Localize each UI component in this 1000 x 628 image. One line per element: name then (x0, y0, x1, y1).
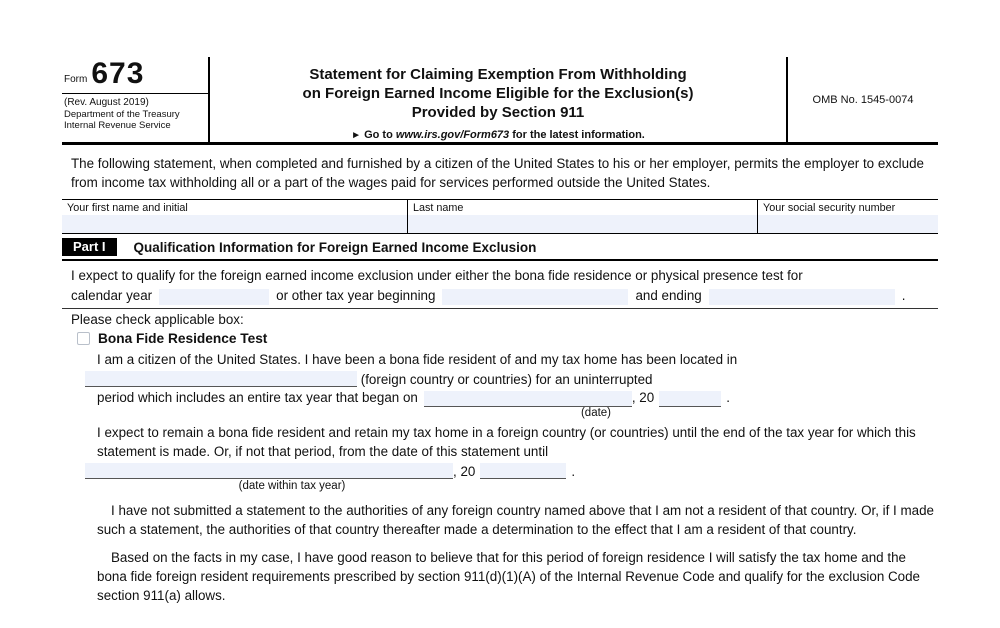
began-date-input[interactable] (424, 391, 632, 407)
first-name-input[interactable] (62, 215, 407, 233)
date-within-tax-year-caption: (date within tax year) (238, 480, 346, 492)
bona-fide-section (62, 350, 938, 605)
first-name-cell (62, 200, 407, 233)
comma-20-label: , 20 (453, 464, 476, 479)
date-caption: (date) (580, 407, 612, 419)
form-title-line-1: Statement for Claiming Exemption From Withholding (309, 66, 687, 83)
form-number-block (62, 57, 210, 142)
foreign-country-line (85, 371, 938, 387)
goto-suffix: for the latest information. (509, 129, 645, 141)
name-fields-row (62, 199, 938, 234)
revision-date: (Rev. August 2019) (64, 97, 149, 108)
no-statement-paragraph: I have not submitted a statement to the authorities of any foreign country named above that I am not a resident of that country. Or, if I made such a statement, the authorities of that country thereafter made a determination to the effect that I am a resident of that country. (97, 503, 934, 537)
remain-resident-statement: I expect to remain a bona fide resident and retain my tax home in a foreign country (or countries) until the end of the tax year for which this statement is made. Or, if not that period, from the date of this statement until (97, 425, 916, 459)
bona-fide-residence-heading: Bona Fide Residence Test (98, 331, 268, 346)
goto-prefix: Go to (361, 129, 396, 141)
last-name-input[interactable] (408, 215, 757, 233)
last-name-label: Last name (413, 202, 464, 214)
agency-line-2: Internal Revenue Service (64, 120, 171, 131)
sentence-period: . (726, 390, 730, 405)
first-name-label: Your first name and initial (67, 202, 188, 214)
and-ending-label: and ending (635, 288, 702, 303)
or-other-tax-year-label: or other tax year beginning (276, 288, 436, 303)
comma-20-label: , 20 (631, 390, 655, 405)
part-1-badge: Part I (62, 238, 117, 256)
irs-form-url[interactable]: www.irs.gov/Form673 (395, 129, 510, 141)
began-year-input[interactable] (659, 391, 721, 407)
qualify-statement-line-1: I expect to qualify for the foreign earned income exclusion under either the bona fide residence or physical presence test for (71, 268, 803, 283)
ssn-input[interactable] (758, 215, 938, 233)
tax-year-beginning-input[interactable] (442, 289, 628, 305)
statement-until-line (85, 463, 938, 479)
right-arrow-icon: ► (351, 130, 362, 141)
form-word: Form (64, 74, 88, 85)
agency-line-1: Department of the Treasury (64, 109, 180, 120)
ssn-cell (757, 200, 938, 233)
goto-line (210, 129, 786, 141)
last-name-cell (407, 200, 757, 233)
foreign-country-caption: (foreign country or countries) for an uninterrupted (360, 372, 653, 387)
form-number: 673 (91, 57, 145, 90)
until-year-input[interactable] (480, 463, 566, 479)
check-box-prompt: Please check applicable box: (71, 312, 244, 327)
ssn-label: Your social security number (763, 202, 896, 214)
bona-fide-residence-checkbox[interactable] (77, 332, 90, 345)
bona-fide-residence-test-row (62, 331, 938, 346)
tax-year-ending-input[interactable] (709, 289, 895, 305)
qualify-statement-line-2 (62, 286, 938, 305)
intro-paragraph: The following statement, when completed and furnished by a citizen of the United States to his or her employer, permits the employer to exclude from income tax withholding all or a part of the wages paid for services performed outside the United States. (71, 156, 924, 190)
form-header (62, 57, 938, 145)
began-on-label: period which includes an entire tax year that began on (97, 390, 418, 405)
divider (62, 308, 938, 309)
foreign-country-input[interactable] (85, 371, 357, 387)
sentence-period: . (901, 288, 906, 303)
form-title-line-3: Provided by Section 911 (411, 104, 585, 121)
based-on-facts-paragraph: Based on the facts in my case, I have good reason to believe that for this period of foreign residence I will satisfy the tax home and the bona fide foreign resident requirements prescribed by section 911(d)(1)(A) of the Internal Revenue Code and qualify for the exclusion Code section 911(a) allows. (97, 550, 921, 603)
part-1-header (62, 238, 938, 261)
citizen-statement: I am a citizen of the United States. I have been a bona fide resident of and my tax home has been located in (97, 352, 738, 367)
part-1-title: Qualification Information for Foreign Earned Income Exclusion (133, 239, 537, 255)
calendar-year-label: calendar year (71, 288, 153, 303)
calendar-year-input[interactable] (159, 289, 269, 305)
until-date-input[interactable] (85, 463, 453, 479)
omb-number: OMB No. 1545-0074 (812, 93, 914, 106)
form-title-line-2: on Foreign Earned Income Eligible for the Exclusion(s) (302, 85, 694, 102)
tax-year-began-line (97, 388, 938, 407)
omb-block (788, 57, 938, 142)
form-title-block (210, 57, 788, 142)
sentence-period: . (571, 464, 576, 479)
